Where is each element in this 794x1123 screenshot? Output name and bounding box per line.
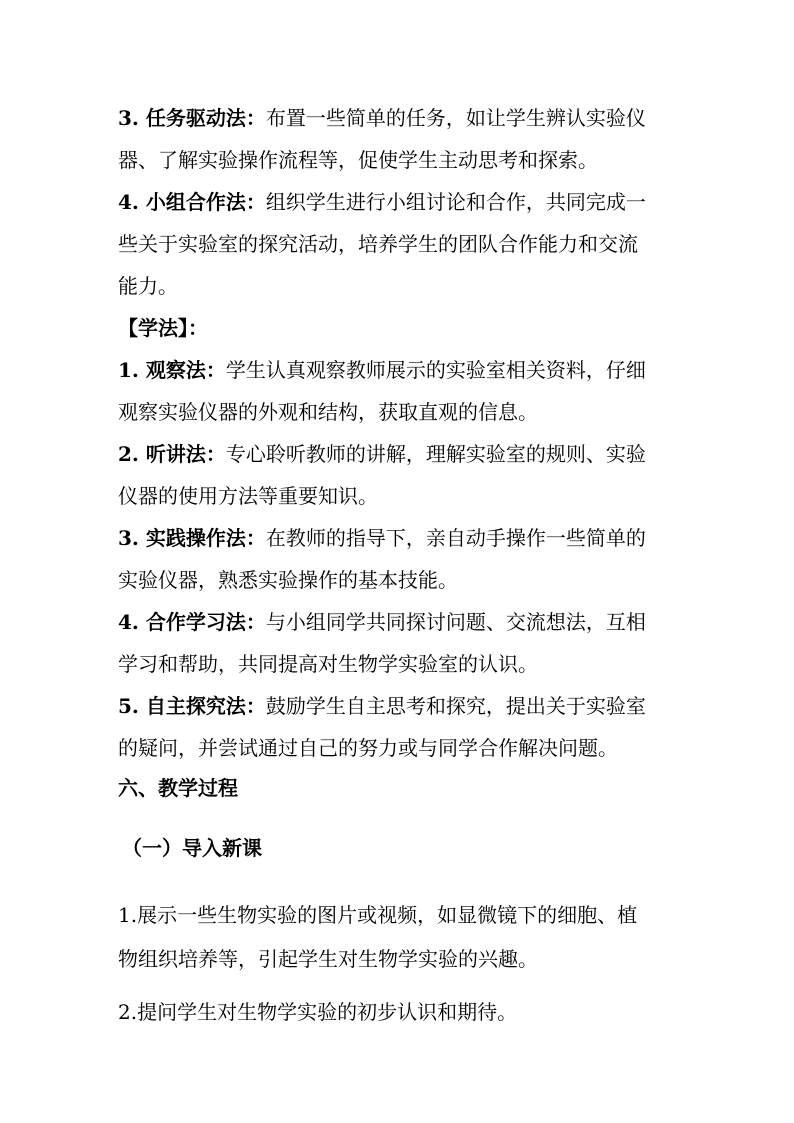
method-text: 在教师的指导下，亲自动手操作一些简单的 — [265, 526, 646, 550]
method-title: 5. 自主探究法： — [118, 694, 266, 718]
method-text: 鼓励学生自主思考和探究，提出关于实验室 — [265, 694, 646, 718]
inquiry-method — [118, 685, 678, 769]
intro-paragraph-2: 2.提问学生对生物学实验的初步认识和期待。 — [118, 1000, 518, 1024]
method-title: 4. 小组合作法： — [118, 190, 266, 214]
method-title: 1. 观察法： — [118, 358, 226, 382]
observation-method — [118, 349, 678, 433]
group-cooperation-method — [118, 181, 678, 307]
subsection-heading: （一）导入新课 — [122, 836, 262, 860]
method-text: 学习和帮助，共同提高对生物学实验室的认识。 — [118, 652, 538, 676]
method-text: 仪器的使用方法等重要知识。 — [118, 484, 378, 508]
method-title: 3. 实践操作法： — [118, 526, 266, 550]
method-text: 布置一些简单的任务，如让学生辨认实验仪 — [265, 106, 646, 130]
task-driven-method — [118, 97, 678, 181]
method-text: 实验仪器，熟悉实验操作的基本技能。 — [118, 568, 458, 592]
intro-paragraph-1 — [118, 893, 678, 981]
paragraph-text: 物组织培养等，引起学生对生物学实验的兴趣。 — [118, 947, 538, 971]
method-title: 4. 合作学习法： — [118, 610, 266, 634]
cooperative-learning-method — [118, 601, 678, 685]
section-heading: 六、教学过程 — [118, 776, 238, 800]
method-title: 2. 听讲法： — [118, 442, 226, 466]
method-text: 能力。 — [118, 274, 178, 298]
method-text: 器、了解实验操作流程等，促使学生主动思考和探索。 — [118, 148, 598, 172]
method-title: 3. 任务驱动法： — [118, 106, 266, 130]
method-text: 专心聆听教师的讲解，理解实验室的规则、实验 — [225, 442, 646, 466]
method-text: 的疑问，并尝试通过自己的努力或与同学合作解决问题。 — [118, 736, 618, 760]
paragraph-text: 1.展示一些生物实验的图片或视频，如显微镜下的细胞、植 — [118, 903, 638, 927]
method-text: 与小组同学共同探讨问题、交流想法，互相 — [265, 610, 646, 634]
method-text: 些关于实验室的探究活动，培养学生的团队合作能力和交流 — [118, 232, 638, 256]
method-text: 学生认真观察教师展示的实验室相关资料，仔细 — [225, 358, 646, 382]
method-text: 观察实验仪器的外观和结构，获取直观的信息。 — [118, 400, 538, 424]
listening-method — [118, 433, 678, 517]
practice-method — [118, 517, 678, 601]
learning-methods-heading: 【学法】： — [118, 316, 208, 340]
method-text: 组织学生进行小组讨论和合作，共同完成一 — [265, 190, 646, 214]
